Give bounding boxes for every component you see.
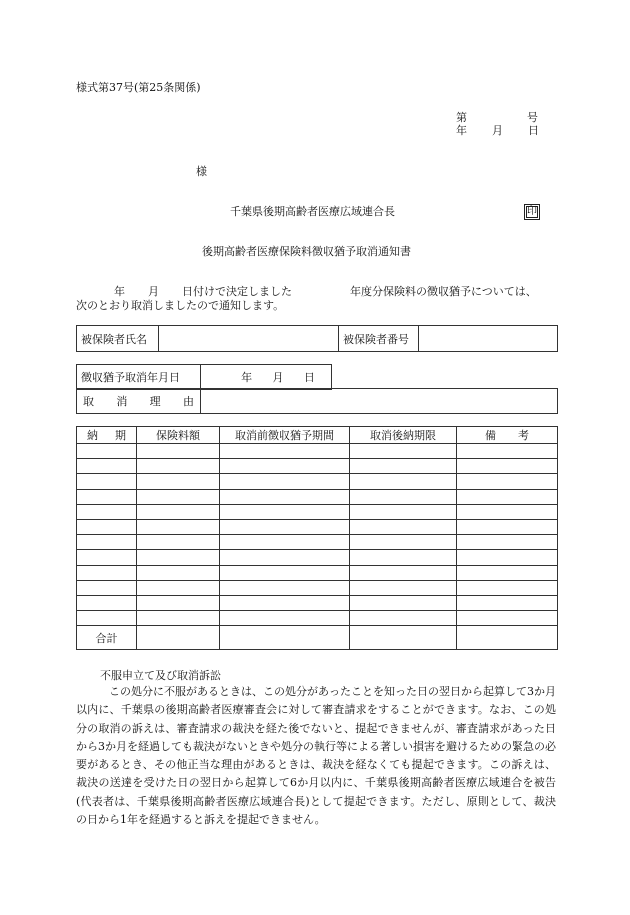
total-label-text: 合計 bbox=[95, 631, 118, 645]
schedule-cell[interactable] bbox=[137, 580, 220, 595]
schedule-row bbox=[77, 504, 558, 519]
appeal-heading: 不服申立て及び取消訴訟 bbox=[100, 669, 221, 682]
schedule-row bbox=[77, 519, 558, 534]
schedule-cell[interactable] bbox=[457, 565, 558, 580]
insured-info-table bbox=[76, 325, 558, 352]
schedule-row bbox=[77, 580, 558, 595]
cancel-date-label bbox=[77, 365, 201, 390]
schedule-cell[interactable] bbox=[77, 550, 137, 565]
schedule-cell[interactable] bbox=[220, 580, 350, 595]
schedule-cell[interactable] bbox=[220, 565, 350, 580]
schedule-cell[interactable] bbox=[137, 550, 220, 565]
schedule-cell[interactable] bbox=[457, 444, 558, 459]
schedule-cell[interactable] bbox=[350, 595, 457, 610]
insured-number-label bbox=[339, 326, 419, 352]
total-cell[interactable] bbox=[457, 626, 558, 650]
schedule-cell[interactable] bbox=[350, 504, 457, 519]
insured-number-field[interactable] bbox=[419, 326, 558, 352]
recipient-suffix: 様 bbox=[196, 165, 207, 178]
form-number: 様式第37号(第25条関係) bbox=[76, 81, 201, 94]
total-cell[interactable] bbox=[350, 626, 457, 650]
cancel-date-label-text: 徴収猶予取消年月日 bbox=[81, 371, 180, 384]
schedule-table bbox=[76, 426, 558, 650]
schedule-cell[interactable] bbox=[77, 459, 137, 474]
schedule-cell[interactable] bbox=[137, 444, 220, 459]
schedule-cell[interactable] bbox=[137, 611, 220, 626]
seal-char: 印 bbox=[527, 206, 537, 217]
schedule-cell[interactable] bbox=[220, 459, 350, 474]
cancel-date-month: 月 bbox=[272, 371, 284, 384]
schedule-cell[interactable] bbox=[77, 444, 137, 459]
schedule-row bbox=[77, 489, 558, 504]
insured-name-field[interactable] bbox=[159, 326, 339, 352]
schedule-cell[interactable] bbox=[77, 504, 137, 519]
cancel-date-field[interactable] bbox=[201, 365, 332, 390]
schedule-cell[interactable] bbox=[77, 489, 137, 504]
schedule-cell[interactable] bbox=[350, 474, 457, 489]
header-nouki-2: 期 bbox=[115, 429, 126, 442]
schedule-cell[interactable] bbox=[220, 595, 350, 610]
schedule-cell[interactable] bbox=[350, 519, 457, 534]
schedule-cell[interactable] bbox=[77, 580, 137, 595]
schedule-cell[interactable] bbox=[350, 489, 457, 504]
schedule-row bbox=[77, 535, 558, 550]
schedule-cell[interactable] bbox=[350, 550, 457, 565]
schedule-cell[interactable] bbox=[457, 535, 558, 550]
cancel-reason-char-2: 消 bbox=[116, 395, 128, 408]
schedule-cell[interactable] bbox=[350, 459, 457, 474]
intro-month: 月 bbox=[148, 285, 159, 298]
schedule-cell[interactable] bbox=[350, 611, 457, 626]
total-label bbox=[77, 626, 137, 650]
doc-date-month: 月 bbox=[492, 124, 503, 137]
schedule-row bbox=[77, 474, 558, 489]
schedule-cell[interactable] bbox=[220, 519, 350, 534]
schedule-cell[interactable] bbox=[137, 489, 220, 504]
cancel-reason-char-1: 取 bbox=[83, 395, 94, 408]
cancel-date-year: 年 bbox=[241, 371, 253, 384]
schedule-cell[interactable] bbox=[137, 535, 220, 550]
header-period-before: 取消前徴収猶予期間 bbox=[220, 427, 350, 444]
schedule-cell[interactable] bbox=[350, 535, 457, 550]
schedule-row bbox=[77, 595, 558, 610]
appeal-body: この処分に不服があるときは、この処分があったことを知った日の翌日から起算して3か月以内に、千葉県の後期高齢者医療審査会に対して審査請求をすることができます。なお、この処分の取消の訴えは、審査請求の裁決を経た後でないと、提起できませんが、審査請求があった日から3か月を経過しても裁決がないときや処分の執行等による著しい損害を避けるための緊急の必要があるとき、その他正当な理由があるときは、裁決を経なくても提起できます。この訴えは、裁決の送達を受けた日の翌日から起算して6か月以内に、千葉県後期高齢者医療広域連合を被告(代表者は、千葉県後期高齢者医療広域連合長)として提起できます。ただし、原則として、裁決の日から1年を経過すると訴えを提起できません。 bbox=[76, 685, 556, 827]
schedule-cell[interactable] bbox=[77, 535, 137, 550]
schedule-cell[interactable] bbox=[77, 519, 137, 534]
cancel-reason-table bbox=[76, 388, 558, 414]
schedule-cell[interactable] bbox=[457, 550, 558, 565]
doc-number-go: 号 bbox=[527, 111, 538, 124]
schedule-cell[interactable] bbox=[457, 459, 558, 474]
schedule-header-row bbox=[77, 427, 558, 444]
schedule-total-row bbox=[77, 626, 558, 650]
schedule-cell[interactable] bbox=[350, 444, 457, 459]
cancel-date-table bbox=[76, 364, 332, 390]
document-title: 後期高齢者医療保険料徴収猶予取消通知書 bbox=[202, 245, 411, 258]
schedule-row bbox=[77, 550, 558, 565]
schedule-row bbox=[77, 459, 558, 474]
schedule-cell[interactable] bbox=[350, 580, 457, 595]
intro-line2: 次のとおり取消しましたので通知します。 bbox=[76, 299, 285, 312]
cancel-reason-field[interactable] bbox=[201, 389, 558, 414]
schedule-cell[interactable] bbox=[137, 519, 220, 534]
schedule-cell[interactable] bbox=[77, 474, 137, 489]
schedule-cell[interactable] bbox=[137, 504, 220, 519]
header-premium: 保険料額 bbox=[137, 427, 220, 444]
schedule-cell[interactable] bbox=[457, 580, 558, 595]
schedule-cell[interactable] bbox=[457, 595, 558, 610]
schedule-cell[interactable] bbox=[220, 444, 350, 459]
header-nouki bbox=[77, 427, 137, 444]
schedule-cell[interactable] bbox=[77, 611, 137, 626]
cancel-date-day: 日 bbox=[303, 371, 315, 384]
insured-number-label-text: 被保険者番号 bbox=[343, 332, 409, 346]
schedule-row bbox=[77, 444, 558, 459]
cancel-reason-label bbox=[77, 389, 201, 414]
total-cell[interactable] bbox=[220, 626, 350, 650]
schedule-cell[interactable] bbox=[457, 519, 558, 534]
cancel-reason-char-4: 由 bbox=[182, 395, 194, 408]
insured-name-label bbox=[77, 326, 159, 352]
schedule-cell[interactable] bbox=[220, 489, 350, 504]
schedule-cell[interactable] bbox=[350, 565, 457, 580]
schedule-cell[interactable] bbox=[220, 504, 350, 519]
schedule-row bbox=[77, 565, 558, 580]
schedule-cell[interactable] bbox=[457, 489, 558, 504]
intro-day-text: 日付けで決定しました bbox=[182, 285, 292, 298]
schedule-cell[interactable] bbox=[220, 474, 350, 489]
schedule-cell[interactable] bbox=[457, 474, 558, 489]
schedule-cell[interactable] bbox=[220, 535, 350, 550]
schedule-cell[interactable] bbox=[220, 550, 350, 565]
header-remarks-1: 備 bbox=[485, 429, 496, 442]
schedule-cell[interactable] bbox=[137, 459, 220, 474]
appeal-text-block bbox=[76, 683, 556, 829]
schedule-cell[interactable] bbox=[137, 474, 220, 489]
total-premium-cell[interactable] bbox=[137, 626, 220, 650]
issuer-name: 千葉県後期高齢者医療広域連合長 bbox=[230, 205, 395, 218]
insured-name-label-text: 被保険者氏名 bbox=[81, 332, 147, 346]
cancel-reason-char-3: 理 bbox=[149, 395, 161, 408]
schedule-cell[interactable] bbox=[77, 595, 137, 610]
header-remarks bbox=[457, 427, 558, 444]
doc-number-dai: 第 bbox=[456, 111, 467, 124]
schedule-cell[interactable] bbox=[77, 565, 137, 580]
schedule-cell[interactable] bbox=[137, 565, 220, 580]
intro-premium-text: 年度分保険料の徴収猶予については、 bbox=[350, 285, 537, 298]
header-remarks-2: 考 bbox=[518, 429, 529, 442]
schedule-row bbox=[77, 611, 558, 626]
schedule-cell[interactable] bbox=[137, 595, 220, 610]
schedule-cell[interactable] bbox=[457, 504, 558, 519]
seal-stamp bbox=[524, 204, 540, 220]
intro-year: 年 bbox=[114, 285, 125, 298]
schedule-cell[interactable] bbox=[457, 611, 558, 626]
schedule-cell[interactable] bbox=[220, 611, 350, 626]
header-nouki-1: 納 bbox=[87, 429, 98, 442]
header-deadline-after: 取消後納期限 bbox=[350, 427, 457, 444]
doc-date-year: 年 bbox=[456, 124, 467, 137]
doc-date-day: 日 bbox=[528, 124, 539, 137]
